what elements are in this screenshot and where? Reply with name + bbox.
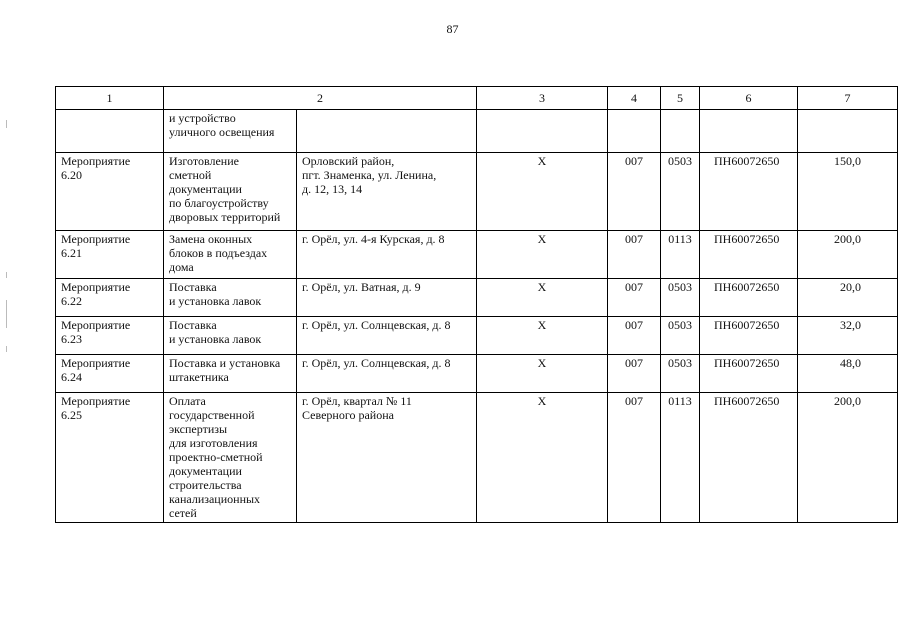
address-cell: г. Орёл, ул. Ватная, д. 9 [297,279,477,317]
col3-cell: Х [477,153,608,231]
address-cell: г. Орёл, ул. 4-я Курская, д. 8 [297,231,477,279]
col6-cell: ПН60072650 [700,231,798,279]
col7-cell: 200,0 [798,231,898,279]
header-cell: 1 [56,87,164,110]
event-cell: Мероприятие 6.24 [56,355,164,393]
header-cell: 5 [661,87,700,110]
budget-table [55,86,898,523]
col5-cell: 0503 [661,279,700,317]
col5-cell: 0113 [661,393,700,523]
col4-cell [608,110,661,153]
table-row [56,393,898,523]
col5-cell: 0503 [661,317,700,355]
address-cell: г. Орёл, ул. Солнцевская, д. 8 [297,317,477,355]
margin-mark [6,272,7,278]
col7-cell [798,110,898,153]
address-cell [297,110,477,153]
col7-cell: 32,0 [798,317,898,355]
table-row [56,355,898,393]
col7-cell: 150,0 [798,153,898,231]
address-cell: г. Орёл, квартал № 11 Северного района [297,393,477,523]
table-row [56,231,898,279]
col6-cell: ПН60072650 [700,355,798,393]
name-cell: Поставка и установка лавок [164,317,297,355]
col3-cell: Х [477,393,608,523]
col4-cell: 007 [608,231,661,279]
col6-cell [700,110,798,153]
event-cell: Мероприятие 6.21 [56,231,164,279]
col5-cell [661,110,700,153]
col7-cell: 48,0 [798,355,898,393]
col5-cell: 0503 [661,355,700,393]
col4-cell: 007 [608,279,661,317]
table-row [56,279,898,317]
event-cell: Мероприятие 6.20 [56,153,164,231]
margin-mark [6,346,7,352]
table-row [56,153,898,231]
event-cell: Мероприятие 6.23 [56,317,164,355]
event-cell [56,110,164,153]
name-cell: Поставка и установка лавок [164,279,297,317]
col6-cell: ПН60072650 [700,279,798,317]
table-row [56,110,898,153]
col6-cell: ПН60072650 [700,153,798,231]
header-cell: 6 [700,87,798,110]
name-cell: Замена оконных блоков в подъездах дома [164,231,297,279]
header-row [56,87,898,110]
address-cell: г. Орёл, ул. Солнцевская, д. 8 [297,355,477,393]
name-cell: Поставка и установка штакетника [164,355,297,393]
col3-cell [477,110,608,153]
event-cell: Мероприятие 6.25 [56,393,164,523]
address-cell: Орловский район, пгт. Знаменка, ул. Ленина, д. 12, 13, 14 [297,153,477,231]
col3-cell: Х [477,317,608,355]
header-cell: 4 [608,87,661,110]
col5-cell: 0503 [661,153,700,231]
col7-cell: 20,0 [798,279,898,317]
col4-cell: 007 [608,393,661,523]
header-cell: 7 [798,87,898,110]
col6-cell: ПН60072650 [700,317,798,355]
margin-mark [6,120,7,128]
header-cell: 2 [164,87,477,110]
col4-cell: 007 [608,153,661,231]
col3-cell: Х [477,355,608,393]
name-cell: Изготовление сметной документации по благоустройству дворовых территорий [164,153,297,231]
name-cell: Оплата государственной экспертизы для изготовления проектно-сметной документации строительства канализационных сетей [164,393,297,523]
col7-cell: 200,0 [798,393,898,523]
margin-mark [6,300,7,328]
col5-cell: 0113 [661,231,700,279]
col3-cell: Х [477,231,608,279]
header-cell: 3 [477,87,608,110]
col3-cell: Х [477,279,608,317]
col6-cell: ПН60072650 [700,393,798,523]
table-row [56,317,898,355]
col4-cell: 007 [608,317,661,355]
page-number: 87 [446,22,459,36]
col4-cell: 007 [608,355,661,393]
event-cell: Мероприятие 6.22 [56,279,164,317]
name-cell: и устройство уличного освещения [164,110,297,153]
